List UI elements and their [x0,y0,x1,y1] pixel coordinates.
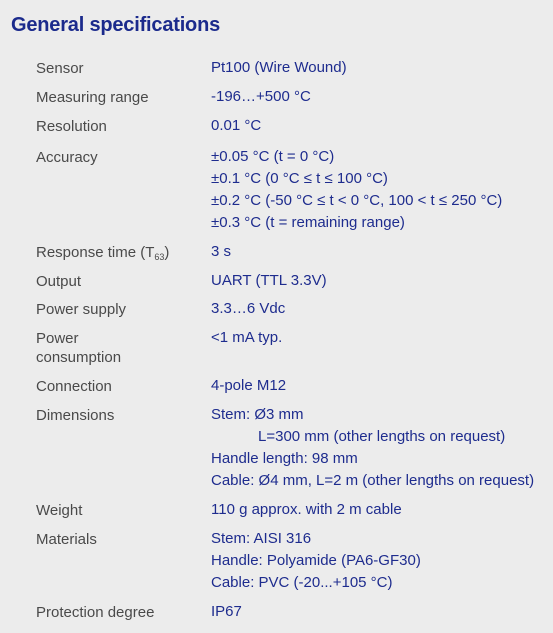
spec-value [211,146,551,234]
spec-label: Materials [36,531,97,548]
spec-value-line: ±0.3 °C (t = remaining range) [211,214,405,231]
spec-value-line: 110 g approx. with 2 m cable [211,501,402,518]
spec-value-line: Cable: Ø4 mm, L=2 m (other lengths on request) [211,472,535,489]
spec-label: Resolution [36,118,107,135]
section-title: General specifications [11,14,221,36]
spec-value [211,241,551,263]
spec-value [211,298,551,320]
spec-value-line: <1 mA typ. [211,329,283,346]
spec-value [211,375,551,397]
spec-value-line: ±0.1 °C (0 °C ≤ t ≤ 100 °C) [211,170,388,187]
spec-value-line: Stem: Ø3 mm [211,406,304,423]
spec-value-line: 3 s [211,243,232,260]
spec-value-line: Handle length: 98 mm [211,450,358,467]
spec-value [211,57,551,79]
spec-value-line: ±0.05 °C (t = 0 °C) [211,148,335,165]
spec-label: Output [36,273,82,290]
spec-value-line: Pt100 (Wire Wound) [211,59,347,76]
spec-value-line: ±0.2 °C (-50 °C ≤ t < 0 °C, 100 < t ≤ 250 °C) [211,192,503,209]
spec-value [211,499,551,521]
spec-value-line: 0.01 °C [211,117,262,134]
spec-label: Dimensions [36,407,115,424]
spec-value [211,327,551,349]
spec-label: Connection [36,378,112,395]
spec-value [211,86,551,108]
spec-value-line: 4-pole M12 [211,377,287,394]
spec-label [36,243,196,267]
spec-label: Measuring range [36,89,149,106]
spec-label-subscript: 63 [154,252,165,262]
spec-value [211,528,551,594]
spec-value [211,270,551,292]
spec-label: Accuracy [36,149,98,166]
spec-value [211,115,551,137]
spec-value-line: IP67 [211,603,242,620]
spec-label-text: Response time (T [36,244,155,261]
spec-value-line: Handle: Polyamide (PA6-GF30) [211,552,421,569]
spec-value-line: UART (TTL 3.3V) [211,272,327,289]
spec-value-line: 3.3…6 Vdc [211,300,286,317]
spec-value-line: Stem: AISI 316 [211,530,312,547]
spec-label: Power consumption [36,330,122,366]
spec-label: Power supply [36,301,127,318]
spec-value [211,601,551,623]
spec-value [211,404,551,492]
spec-value-line: Cable: PVC (-20...+105 °C) [211,574,393,591]
spec-value-line: -196…+500 °C [211,88,311,105]
spec-value-line: L=300 mm (other lengths on request) [258,428,506,445]
spec-label-suffix: ) [164,244,170,261]
spec-label: Protection degree [36,604,155,621]
spec-label: Weight [36,502,83,519]
spec-label: Sensor [36,60,84,77]
